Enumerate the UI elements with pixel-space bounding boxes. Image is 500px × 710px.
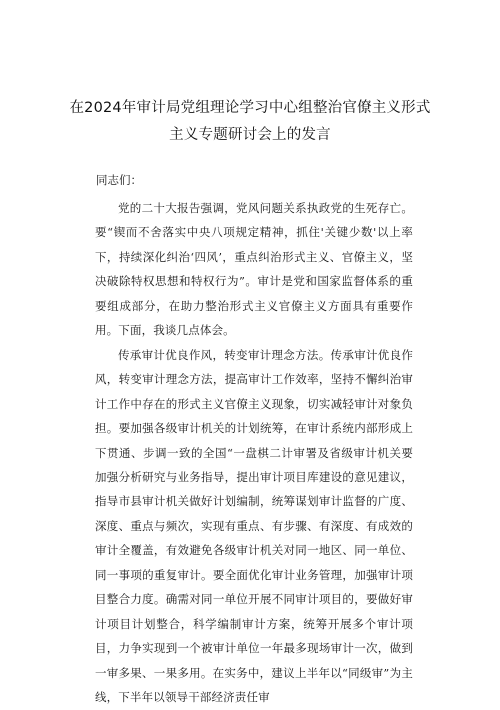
- document-body: [95, 196, 413, 710]
- salutation: 同志们：: [96, 173, 142, 187]
- paragraph-intro: 党的二十大报告强调，党风问题关系执政党的生死存亡。要“锲而不舍落实中央八项规定精神，抓住'关键少数'以上率下，持续深化纠治‘四风’，重点纠治形式主义、官僚主义，坚决破除特权思想和特权行为”。审计是党和国家监督体系的重要组成部分，在助力整治形式主义官僚主义方面具有重要作用。下面，我谈几点体会。: [95, 201, 413, 338]
- document-title-line-2: 主义专题研讨会上的发言: [169, 127, 331, 143]
- document-title-line-1: 在2024年审计局党组理论学习中心组整治官僚主义形式: [69, 100, 431, 116]
- paragraph-audit-style: 传承审计优良作风，转变审计理念方法。传承审计优良作风，转变审计理念方法，提高审计工作效率，坚持不懈纠治审计工作中存在的形式主义官僚主义现象，切实减轻审计对象负担。要加强各级审计机关的计划统筹，在审计系统内部形成上下贯通、步调一致的全国“一盘棋二计审署及省级审计机关要加强分析研究与业务指导，提出审计项目库建设的意见建议，指导市县审计机关做好计划编制，统筹谋划审计监督的广度、深度、重点与频次，实现有重点、有步骤、有深度、有成效的审计全覆盖，有效避免各级审计机关对同一地区、同一单位、同一事项的重复审计。要全面优化审计业务管理，加强审计项目整合力度。确需对同一单位开展不同审计项目的，要做好审计项目计划整合，科学编制审计方案，统筹开展多个审计项目，力争实现到一个被审计单位一年最多现场审计一次，做到一审多果、一果多用。在实务中，建议上半年以“同级审”为主线，下半年以领导干部经济责任审: [95, 347, 413, 705]
